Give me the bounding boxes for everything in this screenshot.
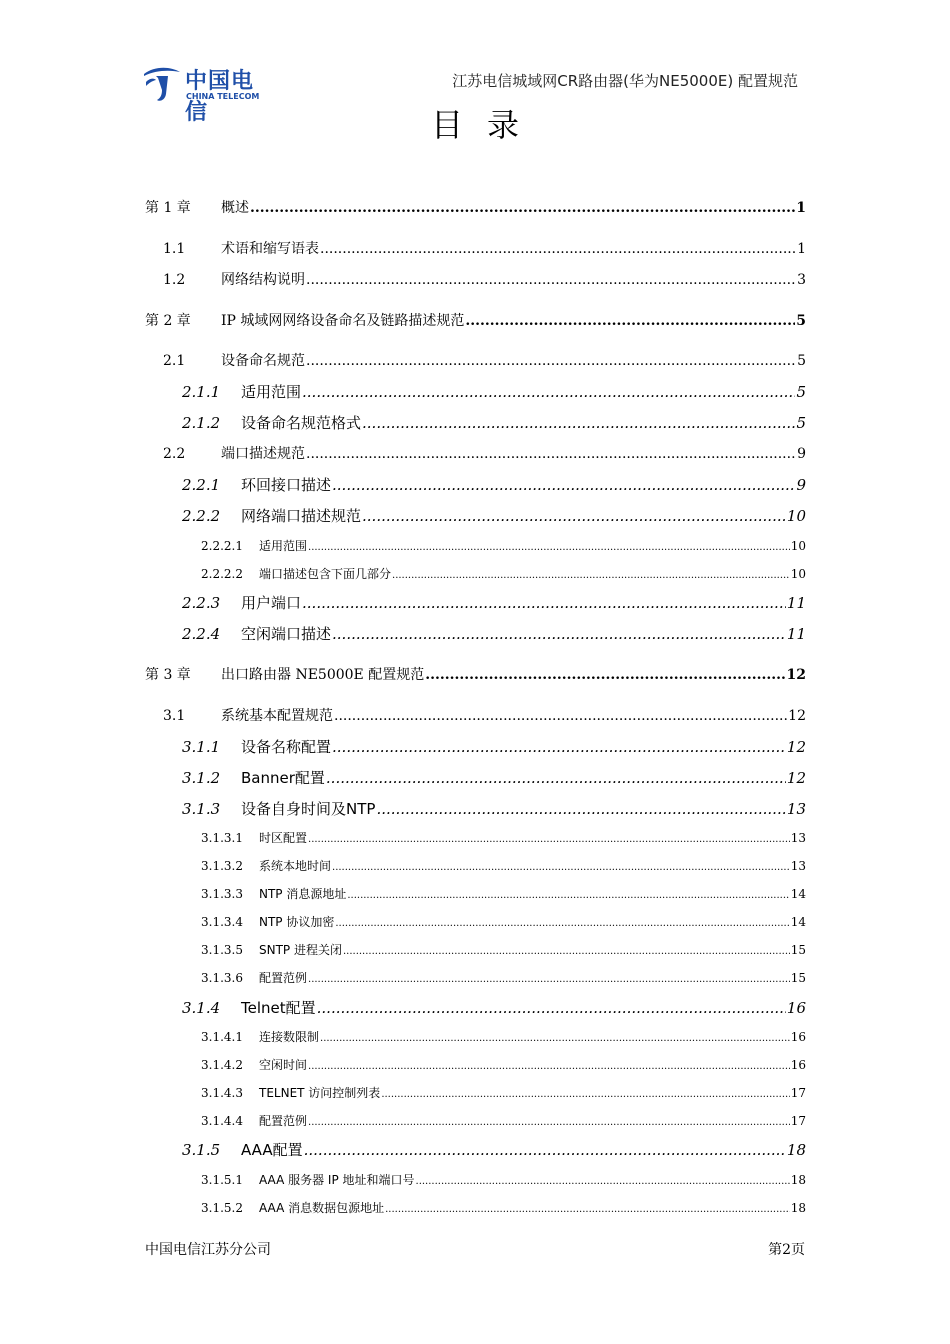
- toc-entry-number: 2.2.1: [182, 476, 221, 494]
- toc-entry-page: 18: [786, 1141, 806, 1159]
- toc-entry-number: 3.1.5.1: [201, 1173, 243, 1187]
- toc-entry-page: 10: [790, 539, 806, 553]
- toc-entry-title: 适用范围: [259, 539, 308, 553]
- toc-entry[interactable]: [145, 537, 806, 554]
- toc-entry-title: 环回接口描述: [241, 476, 332, 494]
- toc-entry-title: 设备命名规范: [221, 353, 305, 369]
- toc-entry-number: 3.1.3: [182, 800, 221, 818]
- toc-entry-page: 5: [797, 353, 806, 369]
- toc-dot-leader: [326, 769, 786, 787]
- toc-dot-leader: [250, 200, 795, 216]
- toc-entry-page: 13: [790, 859, 806, 873]
- toc-entry-title: AAA 消息数据包源地址: [259, 1201, 385, 1215]
- toc-entry-page: 3: [797, 272, 806, 288]
- toc-dot-leader: [343, 946, 790, 957]
- toc-dot-leader: [376, 800, 785, 818]
- toc-entry-title: 设备名称配置: [241, 738, 332, 756]
- toc-dot-leader: [347, 890, 789, 901]
- toc-dot-leader: [425, 667, 785, 683]
- toc-entry-page: 1: [796, 200, 806, 216]
- toc-entry-page: 16: [790, 1058, 806, 1072]
- toc-entry-title: 时区配置: [259, 831, 308, 845]
- toc-entry[interactable]: [145, 885, 806, 902]
- toc-dot-leader: [416, 1176, 790, 1187]
- toc-entry-page: 11: [786, 625, 806, 643]
- toc-dot-leader: [332, 476, 795, 494]
- toc-dot-leader: [308, 1061, 790, 1072]
- toc-entry[interactable]: [145, 381, 806, 402]
- toc-dot-leader: [320, 1033, 790, 1044]
- toc-entry-number: 第 1 章: [145, 200, 191, 216]
- toc-entry[interactable]: [145, 705, 806, 725]
- toc-entry[interactable]: [145, 1139, 806, 1160]
- toc-entry-page: 16: [790, 1030, 806, 1044]
- toc-entry-title: SNTP 进程关闭: [259, 943, 342, 957]
- toc-entry-title: 设备命名规范格式: [241, 414, 362, 432]
- toc-entry-number: 3.1.4.2: [201, 1058, 243, 1072]
- toc-entry-page: 9: [797, 446, 806, 462]
- toc-entry[interactable]: [145, 1084, 806, 1101]
- toc-entry-number: 2.1: [163, 353, 186, 369]
- toc-entry-title: 系统基本配置规范: [221, 708, 333, 724]
- toc-entry-number: 3.1.5.2: [201, 1201, 243, 1215]
- toc-entry-title: 概述: [221, 200, 249, 216]
- toc-dot-leader: [302, 383, 795, 401]
- toc-entry-page: 12: [788, 708, 806, 724]
- toc-entry[interactable]: [145, 664, 806, 684]
- toc-dot-leader: [332, 862, 790, 873]
- toc-entry-number: 3.1: [163, 708, 186, 724]
- toc-dot-leader: [332, 738, 786, 756]
- toc-dot-leader: [385, 1204, 790, 1215]
- logo-chinese-text: 中国电信: [185, 69, 255, 125]
- toc-entry-title: AAA配置: [241, 1141, 303, 1159]
- toc-entry-number: 2.2.2.1: [201, 539, 243, 553]
- toc-entry-page: 9: [796, 476, 806, 494]
- toc-entry-page: 17: [790, 1086, 806, 1100]
- toc-entry-page: 5: [796, 313, 806, 329]
- toc-dot-leader: [334, 708, 787, 724]
- toc-entry-number: 第 2 章: [145, 313, 191, 329]
- toc-dot-leader: [308, 974, 790, 985]
- toc-entry[interactable]: [145, 736, 806, 757]
- toc-entry-title: 配置范例: [259, 1114, 308, 1128]
- toc-entry-page: 15: [790, 943, 806, 957]
- toc-entry-number: 3.1.2: [182, 769, 221, 787]
- toc-entry[interactable]: [145, 269, 806, 289]
- toc-entry-title: 适用范围: [241, 383, 302, 401]
- toc-entry-title: TELNET 访问控制列表: [259, 1086, 381, 1100]
- toc-entry-number: 3.1.4.4: [201, 1114, 243, 1128]
- toc-dot-leader: [308, 542, 790, 553]
- toc-entry-number: 2.2.4: [182, 625, 221, 643]
- toc-dot-leader: [332, 625, 786, 643]
- toc-entry[interactable]: [145, 829, 806, 846]
- toc-entry-title: 出口路由器 NE5000E 配置规范: [221, 667, 425, 683]
- document-header-title: 江苏电信城域网CR路由器(华为NE5000E) 配置规范: [452, 72, 798, 90]
- toc-entry-page: 10: [786, 507, 806, 525]
- toc-entry-title: 术语和缩写语表: [221, 241, 319, 257]
- toc-entry-page: 18: [790, 1201, 806, 1215]
- toc-entry-page: 12: [786, 738, 806, 756]
- toc-entry-number: 3.1.3.1: [201, 831, 243, 845]
- toc-entry-number: 3.1.4.1: [201, 1030, 243, 1044]
- toc-dot-leader: [308, 834, 790, 845]
- footer-page-number: 第2页: [768, 1242, 805, 1258]
- toc-entry-title: NTP 消息源地址: [259, 887, 347, 901]
- toc-entry-number: 3.1.5: [182, 1141, 221, 1159]
- toc-entry[interactable]: [145, 443, 806, 463]
- toc-entry-title: 空闲端口描述: [241, 625, 332, 643]
- toc-entry-title: 用户端口: [241, 594, 302, 612]
- toc-entry[interactable]: [145, 1171, 806, 1188]
- logo-english-text: CHINA TELECOM: [186, 92, 260, 101]
- toc-entry-page: 16: [786, 999, 806, 1017]
- toc-entry-title: 连接数限制: [259, 1030, 320, 1044]
- toc-entry[interactable]: [145, 913, 806, 930]
- toc-entry-number: 第 3 章: [145, 667, 191, 683]
- toc-entry-number: 3.1.3.4: [201, 915, 243, 929]
- toc-entry-page: 18: [790, 1173, 806, 1187]
- toc-entry-number: 1.1: [163, 241, 186, 257]
- toc-entry-number: 3.1.3.5: [201, 943, 243, 957]
- toc-entry-number: 3.1.1: [182, 738, 221, 756]
- toc-entry[interactable]: [145, 565, 806, 582]
- toc-entry-page: 15: [790, 971, 806, 985]
- toc-entry[interactable]: [145, 857, 806, 874]
- toc-dot-leader: [362, 414, 795, 432]
- toc-entry-number: 2.2.2.2: [201, 567, 243, 581]
- toc-entry-page: 12: [786, 769, 806, 787]
- toc-entry-title: IP 城域网网络设备命名及链路描述规范: [221, 313, 465, 329]
- toc-entry-number: 2.2.3: [182, 594, 221, 612]
- toc-dot-leader: [392, 570, 790, 581]
- toc-entry[interactable]: [145, 310, 806, 330]
- toc-entry[interactable]: [145, 197, 806, 217]
- toc-entry-number: 2.2: [163, 446, 186, 462]
- toc-entry-title: 配置范例: [259, 971, 308, 985]
- toc-entry-number: 2.1.2: [182, 414, 221, 432]
- toc-entry[interactable]: [145, 969, 806, 986]
- toc-entry-number: 3.1.3.2: [201, 859, 243, 873]
- toc-heading: 目录: [430, 106, 543, 144]
- toc-entry-number: 2.1.1: [182, 383, 221, 401]
- toc-dot-leader: [306, 272, 796, 288]
- toc-dot-leader: [381, 1089, 789, 1100]
- toc-dot-leader: [306, 446, 796, 462]
- toc-dot-leader: [302, 594, 786, 612]
- toc-entry[interactable]: [145, 505, 806, 526]
- toc-entry-title: 系统本地时间: [259, 859, 332, 873]
- toc-entry-page: 14: [790, 887, 806, 901]
- toc-entry[interactable]: [145, 350, 806, 370]
- toc-entry[interactable]: [145, 1199, 806, 1216]
- toc-entry-title: 端口描述规范: [221, 446, 305, 462]
- toc-entry-page: 5: [796, 414, 806, 432]
- telecom-swirl-icon: [140, 64, 184, 104]
- toc-entry-page: 14: [790, 915, 806, 929]
- toc-entry-page: 13: [790, 831, 806, 845]
- toc-entry-title: 网络端口描述规范: [241, 507, 362, 525]
- toc-dot-leader: [465, 313, 795, 329]
- footer-company: 中国电信江苏分公司: [145, 1242, 271, 1258]
- toc-entry-page: 10: [790, 567, 806, 581]
- toc-entry-number: 3.1.3.3: [201, 887, 243, 901]
- toc-entry[interactable]: [145, 798, 806, 819]
- toc-entry[interactable]: [145, 1028, 806, 1045]
- toc-entry[interactable]: [145, 412, 806, 433]
- toc-dot-leader: [304, 1141, 786, 1159]
- toc-entry[interactable]: [145, 1056, 806, 1073]
- toc-entry-number: 2.2.2: [182, 507, 221, 525]
- toc-entry-page: 11: [786, 594, 806, 612]
- toc-entry-page: 17: [790, 1114, 806, 1128]
- toc-dot-leader: [320, 241, 796, 257]
- toc-entry[interactable]: [145, 1112, 806, 1129]
- toc-entry-page: 1: [797, 241, 806, 257]
- toc-entry-number: 1.2: [163, 272, 186, 288]
- toc-entry[interactable]: [145, 238, 806, 258]
- toc-entry[interactable]: [145, 623, 806, 644]
- toc-entry-page: 13: [786, 800, 806, 818]
- toc-dot-leader: [362, 507, 786, 525]
- toc-entry-title: Telnet配置: [241, 999, 316, 1017]
- toc-dot-leader: [308, 1117, 790, 1128]
- toc-entry-title: NTP 协议加密: [259, 915, 335, 929]
- toc-entry-number: 3.1.4.3: [201, 1086, 243, 1100]
- toc-entry[interactable]: [145, 474, 806, 495]
- toc-dot-leader: [306, 353, 796, 369]
- toc-entry-page: 12: [786, 667, 806, 683]
- toc-entry[interactable]: [145, 767, 806, 788]
- toc-entry-title: AAA 服务器 IP 地址和端口号: [259, 1173, 415, 1187]
- toc-dot-leader: [317, 999, 786, 1017]
- toc-entry[interactable]: [145, 941, 806, 958]
- toc-entry-title: 空闲时间: [259, 1058, 308, 1072]
- toc-entry[interactable]: [145, 997, 806, 1018]
- toc-dot-leader: [335, 918, 789, 929]
- toc-entry-number: 3.1.3.6: [201, 971, 243, 985]
- toc-entry-page: 5: [796, 383, 806, 401]
- toc-entry[interactable]: [145, 592, 806, 613]
- toc-entry-title: Banner配置: [241, 769, 325, 787]
- toc-entry-title: 网络结构说明: [221, 272, 305, 288]
- toc-entry-number: 3.1.4: [182, 999, 221, 1017]
- toc-entry-title: 设备自身时间及NTP: [241, 800, 376, 818]
- toc-entry-title: 端口描述包含下面几部分: [259, 567, 392, 581]
